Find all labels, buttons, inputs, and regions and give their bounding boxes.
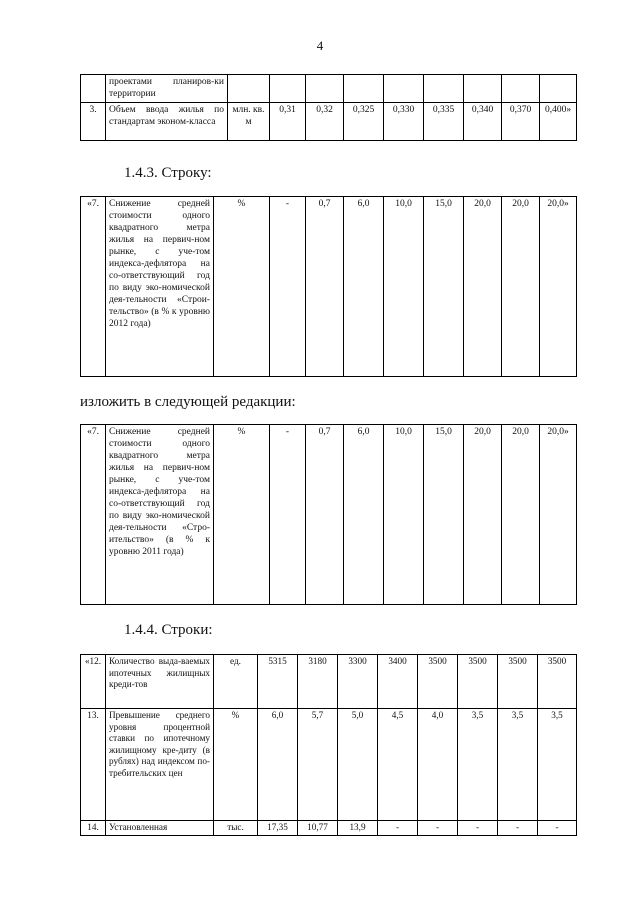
row-value: - — [378, 821, 418, 836]
row-value: 3,5 — [458, 709, 498, 821]
row-value: 4,5 — [378, 709, 418, 821]
row-unit — [228, 75, 270, 103]
row-value — [384, 75, 424, 103]
row-value: 0,370 — [502, 103, 540, 141]
section-heading-1-4-3: 1.4.3. Строку: — [124, 165, 212, 181]
row-value: 20,0 — [502, 425, 540, 605]
row-value: - — [270, 425, 306, 605]
table-row — [81, 655, 577, 709]
table-row — [81, 197, 577, 377]
row-value: 15,0 — [424, 425, 464, 605]
row-description: Количество выда-ваемых ипотечных жилищных креди-тов — [106, 655, 214, 709]
row-unit: % — [214, 197, 270, 377]
row-value: - — [418, 821, 458, 836]
row-value: 6,0 — [258, 709, 298, 821]
table-continuation — [80, 74, 577, 141]
row-description: Снижение средней стоимости одного квадратного метра жилья на первич-ном рынке, с уче-том индекса-дефлятора на со-ответствующий год по виду эко-номической дея-тельности «Строи-тельство» (в % к уровню 2012 года) — [106, 197, 214, 377]
row-value: 20,0» — [540, 197, 577, 377]
row-number: 13. — [81, 709, 106, 821]
row-value: - — [458, 821, 498, 836]
row-value: 3,5 — [498, 709, 538, 821]
row-number: 3. — [81, 103, 106, 141]
row-value: 3500 — [458, 655, 498, 709]
row-unit: % — [214, 709, 258, 821]
row-value — [344, 75, 384, 103]
row-value: 17,35 — [258, 821, 298, 836]
row-number — [81, 75, 106, 103]
row-value: 6,0 — [344, 425, 384, 605]
table-row — [81, 821, 577, 836]
row-value: 15,0 — [424, 197, 464, 377]
table-new-row-7 — [80, 424, 577, 605]
row-value: 5,7 — [298, 709, 338, 821]
row-value — [270, 75, 306, 103]
row-value: 20,0 — [464, 197, 502, 377]
table-row — [81, 425, 577, 605]
row-value: 4,0 — [418, 709, 458, 821]
table-row — [81, 75, 577, 103]
table-row — [81, 709, 577, 821]
row-value: - — [538, 821, 577, 836]
section-heading-1-4-4: 1.4.4. Строки: — [124, 622, 213, 638]
row-unit: тыс. — [214, 821, 258, 836]
row-value: 6,0 — [344, 197, 384, 377]
row-value: 3,5 — [538, 709, 577, 821]
row-number: «7. — [81, 425, 106, 605]
row-value: - — [270, 197, 306, 377]
row-value: 10,77 — [298, 821, 338, 836]
row-description: Снижение средней стоимости одного квадратного метра жилья на первич-ном рынке, с уче-том индекса-дефлятора на со-ответствующий год по виду эко-номической дея-тельности «Стро-ительство» (в % к уровню 2011 года) — [106, 425, 214, 605]
table-original-row-7 — [80, 196, 577, 377]
row-value: 10,0 — [384, 425, 424, 605]
row-value: 5,0 — [338, 709, 378, 821]
row-unit: ед. — [214, 655, 258, 709]
row-unit: млн. кв. м — [228, 103, 270, 141]
row-description: Превышение среднего уровня процентной ставки по ипотечному жилищному кре-диту (в рублях) над индексом по-требительских цен — [106, 709, 214, 821]
row-value: 5315 — [258, 655, 298, 709]
row-number: «7. — [81, 197, 106, 377]
row-value: 0,31 — [270, 103, 306, 141]
row-description: проектами планиров-ки территории — [106, 75, 228, 103]
page-number: 4 — [316, 38, 324, 53]
row-value: 20,0» — [540, 425, 577, 605]
row-value — [306, 75, 344, 103]
row-value: 20,0 — [464, 425, 502, 605]
table-row — [81, 103, 577, 141]
row-value: 0,340 — [464, 103, 502, 141]
row-value: 3400 — [378, 655, 418, 709]
row-value — [540, 75, 577, 103]
row-value: 3500 — [418, 655, 458, 709]
row-value: 0,7 — [306, 425, 344, 605]
row-value: 3500 — [538, 655, 577, 709]
row-value: 10,0 — [384, 197, 424, 377]
row-number: «12. — [81, 655, 106, 709]
row-value: 0,325 — [344, 103, 384, 141]
row-value — [424, 75, 464, 103]
row-value: 0,7 — [306, 197, 344, 377]
row-description: Объем ввода жилья по стандартам эконом-класса — [106, 103, 228, 141]
row-value: 0,400» — [540, 103, 577, 141]
row-value — [502, 75, 540, 103]
section-heading-new-edition: изложить в следующей редакции: — [80, 394, 296, 410]
row-description: Установленная — [106, 821, 214, 836]
row-value: 20,0 — [502, 197, 540, 377]
table-rows-12-14 — [80, 654, 577, 836]
row-value: 3180 — [298, 655, 338, 709]
row-value: 3500 — [498, 655, 538, 709]
row-value: 0,330 — [384, 103, 424, 141]
row-value: - — [498, 821, 538, 836]
row-value: 3300 — [338, 655, 378, 709]
row-value: 0,32 — [306, 103, 344, 141]
row-number: 14. — [81, 821, 106, 836]
row-value — [464, 75, 502, 103]
row-value: 13,9 — [338, 821, 378, 836]
row-unit: % — [214, 425, 270, 605]
row-value: 0,335 — [424, 103, 464, 141]
